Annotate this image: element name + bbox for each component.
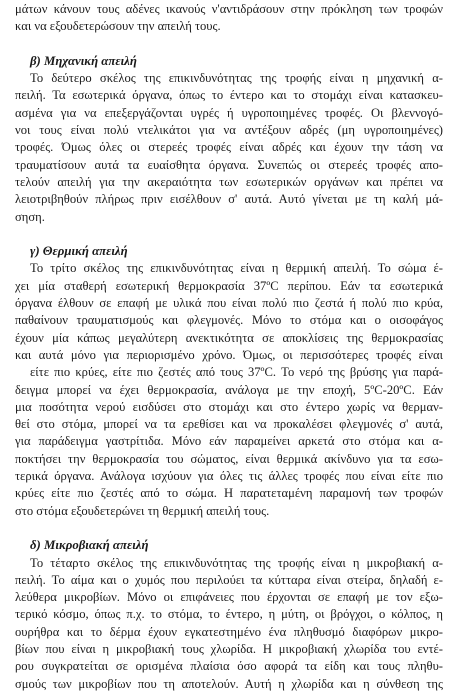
text-line: θεί στο στόμα, μπορεί να τα ερεθίσει και να προκαλέσει φλεγμονές σ' αυτά, (15, 417, 443, 432)
text-line: Το τρίτο σκέλος της επικινδυνότητας είναι η θερμική απειλή. Το σώμα έ- (30, 261, 443, 276)
section-microbial-threat (15, 537, 443, 693)
text-line: όργανα έλθουν σε επαφή με υλικά που είναι πολύ πιο ζεστά ή πολύ πιο κρύα, (15, 296, 443, 311)
text-line: για παράδειγμα γαστρίτιδα. Μόνο εάν παραμείνει αρκετά στο στόμα και α- (15, 434, 443, 449)
section-heading: β) Μηχανική απειλή (30, 53, 137, 68)
text-line: λειοτριβηθούν πλήρως πριν εισέλθουν σ' αυτά. Αυτό γίνεται με τη καλή μά- (15, 192, 443, 207)
text-line: τραυματίσουν αυτά τα ευαίσθητα όργανα. Συνεπώς οι στερεές τροφές απο- (15, 157, 443, 172)
text-line: τροφές. Όμως όλες οι στερεές τροφές είναι αδρές και έχουν την τάση να (15, 140, 443, 155)
text-line: νοι τους είναι πολύ ντελικάτοι για να αντέξουν αδρές (μη υγροποιημένες) (15, 123, 443, 138)
text-line: Το δεύτερο σκέλος της επικινδυνότητας της τροφής είναι η μηχανική α- (30, 71, 443, 86)
text-line: ρου συγκρατείται σε ορισμένα πλαίσια όσο αφορά τα είδη και τους πληθυ- (15, 659, 443, 674)
intro-paragraph (15, 1, 443, 36)
section-thermal-threat (15, 243, 443, 520)
text-line: σηση. (15, 209, 45, 224)
text-line: τερικά όργανα. Ανάλογα ισχύουν για όλες τις άλλες τροφές που είναι είτε πιο (15, 469, 443, 484)
text-line: χει μία σταθερή εσωτερική θερμοκρασία 37ºC περίπου. Εάν τα εσωτερικά (15, 278, 443, 293)
text-line: και να εξουδετερώσουν την απειλή τους. (15, 19, 221, 34)
text-line: στο στόμα εξουδετερώνει τη θερμική απειλή τους. (15, 503, 270, 518)
text-line: ουρήθρα και το δέρμα έχουν εγκατεστημένο ένα πληθυσμό διαφόρων μικρο- (15, 624, 443, 639)
text-line: ασμένα για να επεξεργάζονται υγρές ή υγροποιημένες τροφές. Οι βλεννογό- (15, 105, 443, 120)
text-line: βίων που είναι η μικροβιακή τους χλωρίδα. Η μικροβιακή χλωρίδα του εντέ- (15, 641, 443, 656)
text-line: τερικό κόσμο, όπως π.χ. το στόμα, το έντερο, η μύτη, οι βρόγχοι, ο κόλπος, η (15, 607, 443, 622)
text-line: ποκτήσει την θερμοκρασία του σώματος, είναι θερμικά ακίνδυνο για τα εσω- (15, 451, 443, 466)
text-line: έχουν μία κάπως μεγαλύτερη ανεκτικότητα σε αποκλίσεις της θερμοκρασίας (15, 330, 443, 345)
section-mechanical-threat (15, 53, 443, 226)
text-line: και αυτά μόνο για περιορισμένο χρόνο. Όμως, οι περισσότερες τροφές είναι (15, 347, 443, 362)
text-line: λεύθερα μικροβίων. Μόνο οι επιφάνειες που έρχονται σε επαφή με τον εξω- (15, 590, 443, 605)
text-line: πειλή. Τα εσωτερικά όργανα, όπως το έντερο και το στομάχι είναι κατασκευ- (15, 88, 443, 103)
section-heading: γ) Θερμική απειλή (30, 244, 128, 259)
text-line: σμούς των μικροβίων που τη αποτελούν. Αυτή η χλωρίδα και η σύνθεση της (15, 676, 443, 691)
section-heading: δ) Μικροβιακή απειλή (30, 538, 149, 553)
text-line: κρύες είτε πιο ζεστές από το σώμα. Η παρατεταμένη παραμονή των τροφών (15, 486, 443, 501)
text-line: τελούν απειλή για την ακεραιότητα των εσωτερικών οργάνων και πρέπει να (15, 174, 443, 189)
text-line: είτε πιο κρύες, είτε πιο ζεστές από τους 37ºC. Το νερό της βρύσης για παρά- (30, 365, 443, 380)
text-line: δειγμα μπορεί να έχει θερμοκρασία, ανάλογα με την εποχή, 5ºC-20ºC. Εάν (15, 382, 443, 397)
text-line: πειλή. Το αίμα και ο χυμός που περιλούει τα κύτταρα είναι στείρα, δηλαδή ε- (15, 572, 443, 587)
text-line: μάτων κάνουν τους αδένες ικανούς ν'αντιδράσουν στην πρόκληση των τροφών (15, 2, 443, 16)
text-line: μια ποσότητα νερού εισδύσει στο στομάχι και στο έντερο χωρίς να θερμαν- (15, 399, 443, 414)
text-line: Το τέταρτο σκέλος της επικινδυνότητας της τροφής είναι η μικροβιακή α- (30, 555, 443, 570)
text-line: παθαίνουν τραυματισμούς και φλεγμονές. Μόνο το στόμα και ο οισοφάγος (15, 313, 443, 328)
